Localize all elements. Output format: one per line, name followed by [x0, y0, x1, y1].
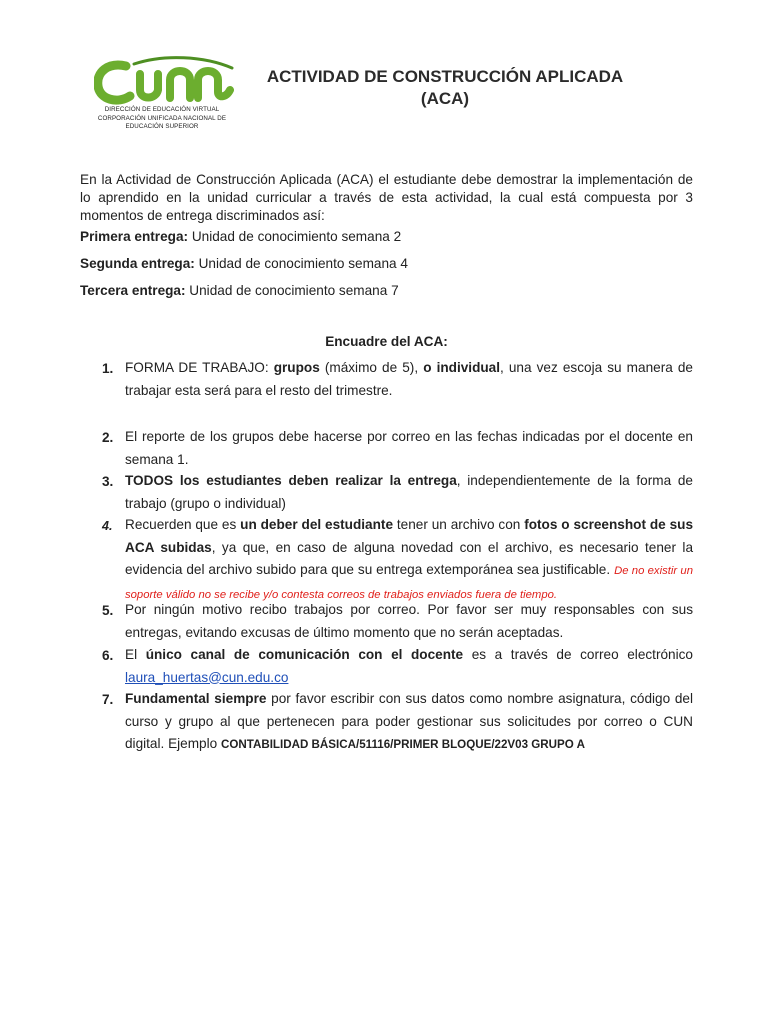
title-line: ACTIVIDAD DE CONSTRUCCIÓN APLICADA: [266, 67, 624, 86]
item-text: es a través de correo electrónico: [463, 647, 693, 662]
item-bold: o individual: [423, 360, 501, 375]
item-text: El: [125, 647, 146, 662]
item-number: 5.: [102, 603, 114, 618]
item-bold: único canal de comunicación con el docente: [145, 647, 464, 662]
entrega-text: Unidad de conocimiento semana 2: [188, 229, 402, 244]
item-bold: fotos o screenshot de sus ACA subidas: [125, 517, 694, 555]
item-bold: grupos: [273, 360, 320, 375]
logo-sub-line: EDUCACIÓN SUPERIOR: [125, 123, 199, 130]
cun-logo-mark: [94, 56, 234, 106]
docente-email-link[interactable]: laura_huertas@cun.edu.co: [125, 669, 289, 685]
item-text: tener un archivo con: [393, 517, 525, 532]
item-number: 4.: [102, 519, 113, 533]
item-text: Recuerden que es: [125, 517, 241, 532]
entrega-2: [80, 255, 693, 273]
item-number: 1.: [102, 361, 114, 376]
item-number: 7.: [102, 692, 114, 707]
item-text: Por ningún motivo recibo trabajos por correo. Por favor ser muy responsables con sus entregas, evitando excusas de último momento que no serán aceptadas.: [125, 602, 693, 640]
entrega-1: [80, 228, 693, 246]
item-text: El reporte de los grupos debe hacerse por correo en las fechas indicadas por el docente en semana 1.: [125, 429, 693, 467]
logo-subtitle: [82, 106, 242, 132]
entrega-3: [80, 282, 693, 300]
item-bold: un deber del estudiante: [240, 517, 394, 532]
item-text: , independientemente de la forma de trabajo (grupo o individual): [125, 473, 693, 511]
title-line: (ACA): [420, 89, 470, 108]
item-text: (máximo de 5),: [319, 360, 424, 375]
item-bold: Fundamental siempre: [125, 691, 267, 706]
item-text: por favor escribir con sus datos como nombre asignatura, código del curso y grupo al que pertenecen para poder gestionar sus solicitudes por correo o CUN digital. Ejemplo: [125, 691, 693, 751]
item-number: 2.: [102, 430, 114, 445]
entrega-text: Unidad de conocimiento semana 7: [185, 283, 399, 298]
item-text: , ya que, en caso de alguna novedad con el archivo, es necesario tener la evidencia del archivo subido para que su entrega extemporánea sea justificable.: [125, 539, 694, 577]
cun-logo: [94, 56, 234, 132]
entrega-label: Tercera entrega:: [80, 283, 186, 298]
item-number: 3.: [102, 474, 114, 489]
intro-paragraph: En la Actividad de Construcción Aplicada (ACA) el estudiante debe demostrar la implementación de lo aprendido en la unidad curricular a través de esta actividad, la cual está compuesta por 3 momentos de entrega discriminados así:: [80, 172, 693, 223]
entrega-text: Unidad de conocimiento semana 4: [194, 256, 408, 271]
page-title: [245, 66, 645, 110]
entrega-label: Primera entrega:: [80, 229, 189, 244]
example-code: CONTABILIDAD BÁSICA/51116/PRIMER BLOQUE/22V03 GRUPO A: [220, 738, 585, 751]
entrega-label: Segunda entrega:: [80, 256, 195, 271]
item-number: 6.: [102, 648, 114, 663]
encuadre-heading: Encuadre del ACA:: [325, 334, 448, 349]
logo-sub-line: CORPORACIÓN UNIFICADA NACIONAL DE: [97, 114, 227, 122]
logo-sub-line: DIRECCIÓN DE EDUCACIÓN VIRTUAL: [104, 106, 220, 113]
item-bold: TODOS los estudiantes deben realizar la entrega: [125, 473, 457, 488]
item-text: , una vez escoja su manera de trabajar esta será para el resto del trimestre.: [125, 360, 693, 398]
warning-note: De no existir un soporte válido no se recibe y/o contesta correos de trabajos enviados fuera de tiempo.: [125, 565, 693, 601]
item-text: FORMA DE TRABAJO:: [125, 360, 274, 375]
